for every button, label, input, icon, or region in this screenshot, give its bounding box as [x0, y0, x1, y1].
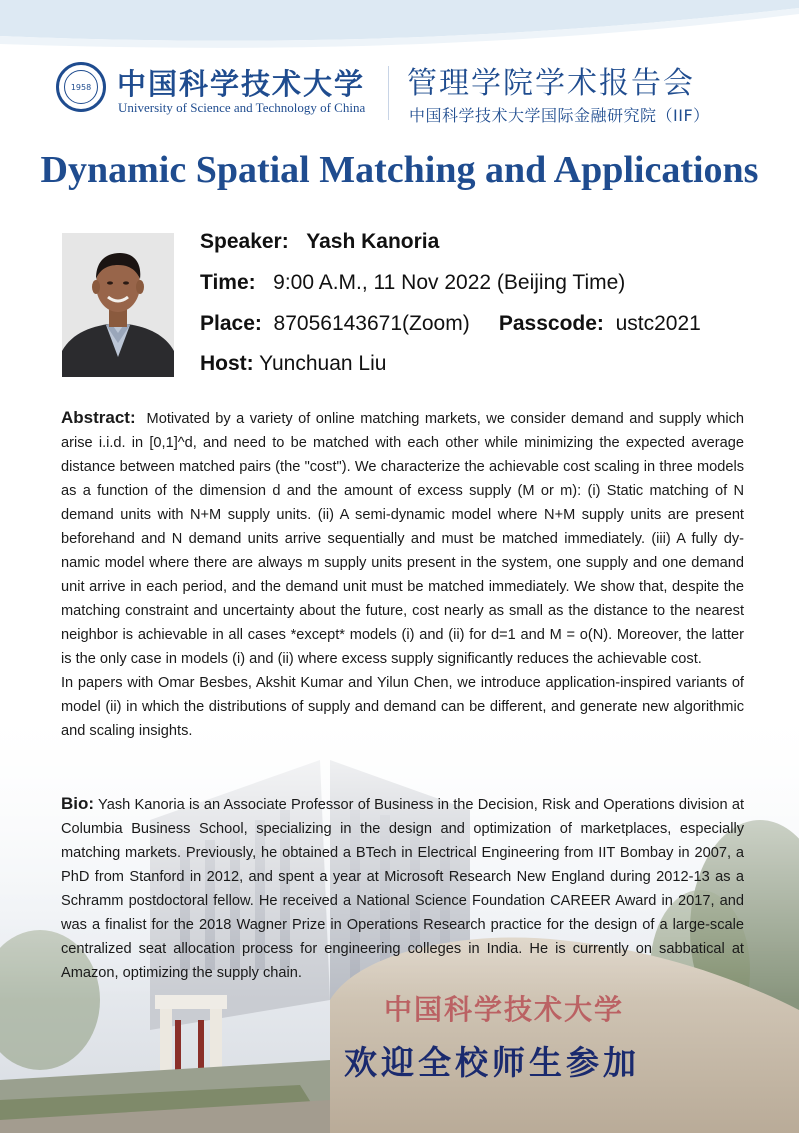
- speaker-portrait-illustration: [62, 233, 174, 377]
- bio-paragraph: [61, 792, 744, 985]
- time-value: 9:00 A.M., 11 Nov 2022 (Beijing Time): [273, 271, 626, 294]
- place-line: [200, 312, 701, 336]
- university-name-cn: 中国科学技术大学: [117, 67, 366, 101]
- speaker-line: [200, 230, 439, 254]
- passcode-value: ustc2021: [615, 312, 701, 335]
- rock-inscription: 中国科学技术大学: [384, 993, 625, 1026]
- seminar-title: 管理学院学术报告会: [407, 66, 695, 101]
- time-label: Time:: [200, 271, 256, 294]
- speaker-photo: [62, 233, 174, 377]
- host-line: [200, 352, 386, 376]
- speaker-name: Yash Kanoria: [306, 230, 440, 253]
- host-value: Yunchuan Liu: [259, 352, 387, 375]
- talk-title: Dynamic Spatial Matching and Applications: [40, 149, 759, 191]
- time-line: [200, 271, 625, 295]
- abstract-label: Abstract:: [61, 408, 136, 427]
- place-value: 87056143671(Zoom): [273, 312, 470, 335]
- bio-section: [61, 792, 744, 985]
- abstract-paragraph-1: [61, 406, 744, 671]
- seal-year: 1958: [64, 70, 98, 104]
- bio-text: Yash Kanoria is an Associate Professor of Business in the Decision, Risk and Operations division at Columbia Business School, specializing in the design and optimization of marketplaces, especially matching markets. Previously, he obtained a BTech in Electrical Engineering from IIT Bombay in 2007, a PhD from Stanford in 2012, and spent a year at Microsoft Research New England during 2012-13 as a Schramm postdoctoral fellow. He received a National Science Foundation CAREER Award in 2017, and was a finalist for the 2018 Wagner Prize in Operations Research practice for the design of a large-scale centralized seat allocation process for engineering colleges in India. He is currently on sabbatical at Amazon, optimizing the supply chain.: [61, 797, 744, 981]
- university-name-en: University of Science and Technology of China: [118, 100, 366, 115]
- place-label: Place:: [200, 312, 262, 335]
- top-wave-decoration: [0, 0, 799, 60]
- university-seal-icon: [56, 62, 106, 112]
- welcome-banner: 欢迎全校师生参加: [344, 1043, 640, 1082]
- bio-label: Bio:: [61, 794, 95, 813]
- passcode-label: Passcode:: [498, 312, 604, 335]
- abstract-paragraph-2: In papers with Omar Besbes, Akshit Kumar and Yilun Chen, we introduce application-inspired variants of model (ii) in which the distributions of supply and demand can be different, and generate new algorithmic and scaling insights.: [61, 675, 744, 739]
- speaker-label: Speaker:: [200, 230, 289, 253]
- abstract-section: [61, 406, 744, 743]
- host-label: Host:: [200, 352, 254, 375]
- institute-name: 中国科学技术大学国际金融研究院（IIF）: [409, 106, 710, 125]
- abstract-text-1: Motivated by a variety of online matching markets, we consider demand and supply which arise i.i.d. in [0,1]^d, and need to be matched with each other while minimizing the expected average distance between matched pairs (the "cost"). We characterize the achievable cost scaling in three models as a function of the dimension d and the amount of excess supply (M or m): (i) Static matching of N demand units with N+M supply units. (ii) A semi-dynamic model where N+M supply units are present beforehand and N demand units arrive sequentially and must be matched immediately. (iii) A fully dynamic model where there are always m supply units present in the system, one supply and one demand unit arrive in each period, and the demand unit must be matched immediately. We show that, despite the matching constraint and uncertainty about the future, cost nearly as small as the distance to the nearest neighbor is achievable in all cases *except* models (i) and (ii) for d=1 and M = o(N). Moreover, the latter is the only case in models (i) and (ii) where excess supply significantly reduces the achievable cost.: [61, 411, 744, 667]
- header-divider: [388, 66, 389, 120]
